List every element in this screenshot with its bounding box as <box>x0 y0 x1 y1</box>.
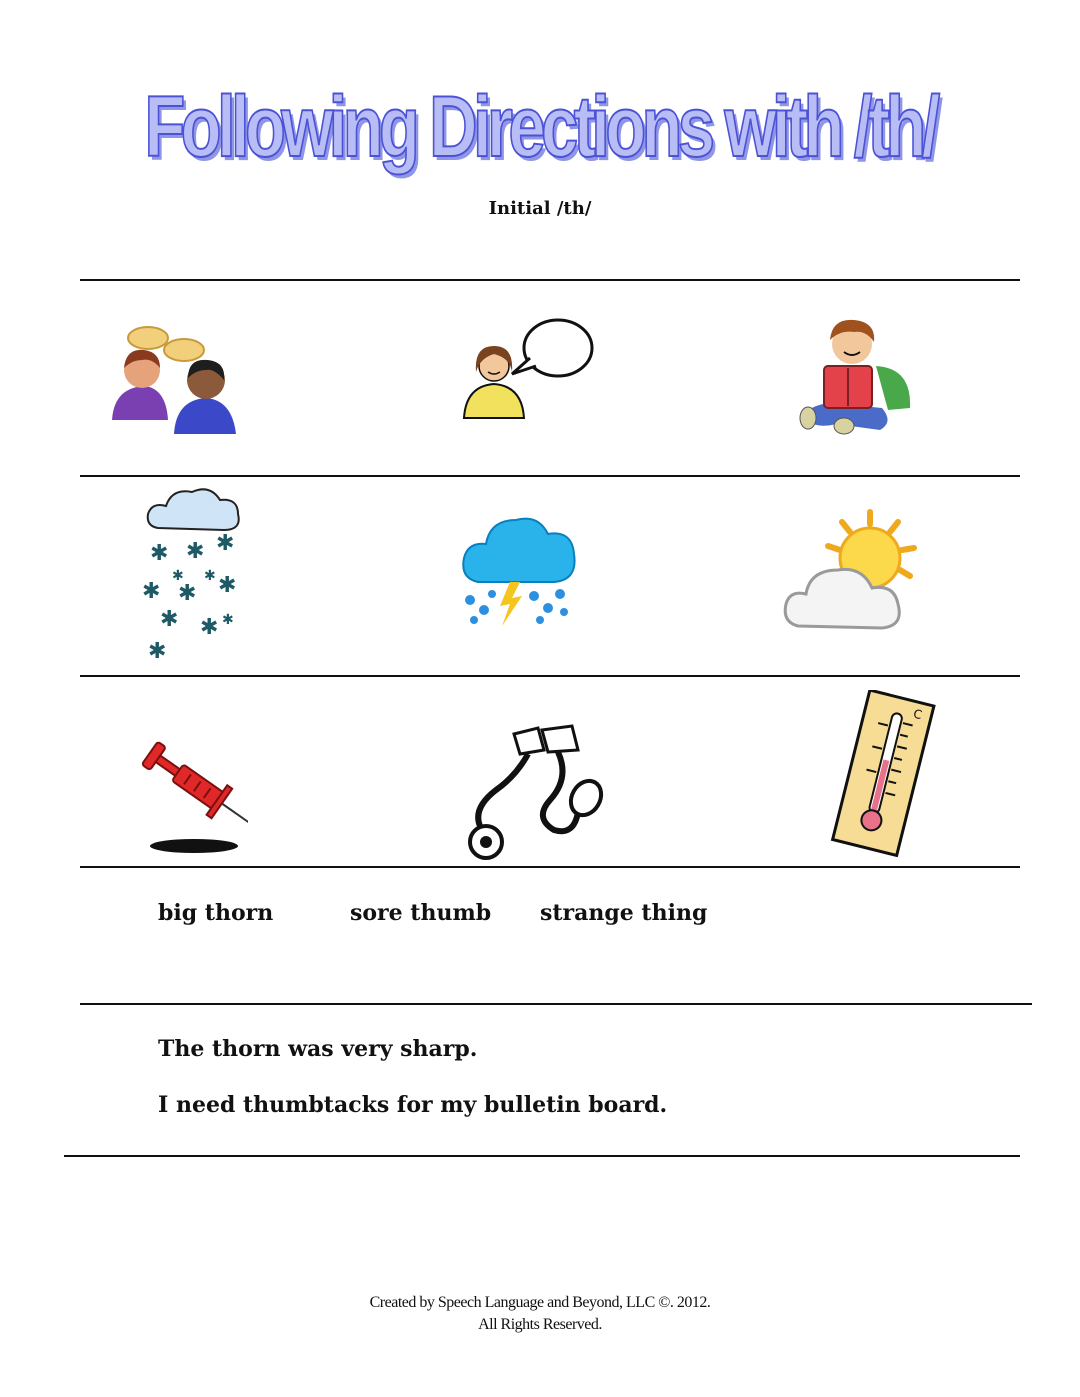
snow-cloud-icon <box>138 484 248 664</box>
svg-text:✱: ✱ <box>216 531 235 556</box>
girl-speech-bubble-icon <box>460 314 600 424</box>
rights-line: All Rights Reserved. <box>478 1316 602 1333</box>
svg-text:✱: ✱ <box>142 579 161 604</box>
sentence-item: I need thumbtacks for my bulletin board. <box>158 1092 668 1118</box>
svg-text:✱: ✱ <box>172 568 184 584</box>
syringe-icon <box>140 720 248 858</box>
phrase-item: strange thing <box>540 900 708 926</box>
divider-line <box>80 675 1020 677</box>
boy-reading-icon <box>796 312 921 437</box>
divider-line <box>64 1155 1020 1157</box>
svg-text:✱: ✱ <box>200 615 219 640</box>
svg-text:✱: ✱ <box>218 573 237 598</box>
divider-line <box>80 1003 1032 1005</box>
worksheet-subtitle: Initial /th/ <box>488 198 592 219</box>
thunderstorm-icon <box>460 508 578 632</box>
divider-line <box>80 279 1020 281</box>
talking-people-icon <box>104 322 249 442</box>
svg-text:✱: ✱ <box>178 581 197 606</box>
sun-cloud-icon <box>782 508 922 640</box>
divider-line <box>80 866 1020 868</box>
svg-text:✱: ✱ <box>160 607 179 632</box>
stethoscope-icon <box>458 720 608 864</box>
svg-text:C: C <box>911 706 924 723</box>
svg-text:✱: ✱ <box>148 639 167 664</box>
svg-text:✱: ✱ <box>150 541 169 566</box>
svg-text:✱: ✱ <box>186 539 205 564</box>
copyright-line: Created by Speech Language and Beyond, LLC ©. 2012. <box>369 1294 711 1311</box>
divider-line <box>80 475 1020 477</box>
svg-text:✱: ✱ <box>204 568 216 584</box>
thermometer-icon <box>828 690 940 858</box>
phrase-item: big thorn <box>158 900 274 926</box>
svg-text:✱: ✱ <box>222 612 234 628</box>
worksheet-title: Following Directions with /th/ <box>144 79 936 175</box>
sentence-item: The thorn was very sharp. <box>158 1036 478 1062</box>
phrase-item: sore thumb <box>350 900 492 926</box>
